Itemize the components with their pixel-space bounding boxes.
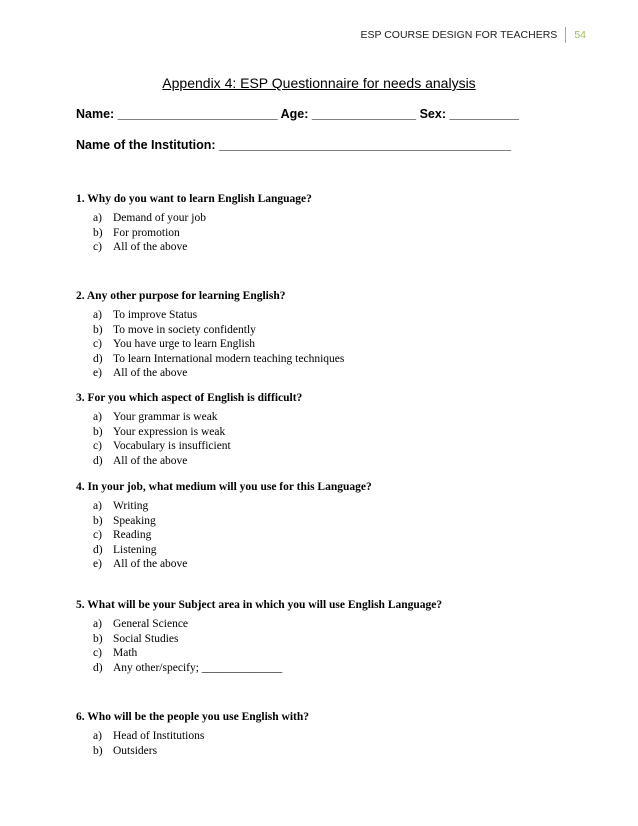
option-text: General Science [113,618,189,630]
option-item [76,632,442,647]
question-title: 5. What will be your Subject area in which you will use English Language? [76,599,443,611]
option-letter: c) [93,338,102,350]
option-item [76,439,302,454]
option-letter: d) [93,352,103,365]
option-item [76,211,312,226]
option-text: To improve Status [113,309,198,321]
option-list [76,410,302,468]
option-item [76,410,302,425]
header-divider [565,27,566,43]
option-text: Math [113,647,138,659]
document-title-text: Appendix 4: ESP Questionnaire for needs analysis [162,75,476,91]
option-item [76,308,344,323]
option-item [76,557,372,572]
option-letter: c) [93,241,102,253]
question-1 [76,193,312,255]
option-item [76,323,344,338]
option-item [76,617,442,632]
option-letter: e) [93,367,102,379]
option-text: Your grammar is weak [113,411,218,423]
option-list [76,308,344,381]
question-3 [76,392,302,468]
option-item [76,661,442,676]
option-text: Demand of your job [113,212,206,224]
option-letter: c) [93,440,102,452]
option-item [76,528,372,543]
option-item [76,454,302,469]
option-item [76,366,344,381]
option-letter: b) [93,514,103,527]
header-title: ESP COURSE DESIGN FOR TEACHERS [360,29,558,41]
option-text: All of the above [113,241,188,253]
option-letter: a) [93,618,102,630]
option-item [76,352,344,367]
option-letter: e) [93,558,102,570]
option-item [76,646,442,661]
option-letter: d) [93,543,103,556]
page-header [360,27,586,43]
option-text: Head of Institutions [113,730,205,742]
option-letter: a) [93,411,102,423]
name-age-sex-line: Name: _______________________ Age: _______________ Sex: __________ [76,107,519,121]
option-letter: d) [93,454,103,467]
option-item [76,337,344,352]
option-letter: a) [93,730,102,742]
option-text: Outsiders [113,744,158,757]
question-2 [76,290,344,381]
option-item [76,226,312,241]
option-letter: a) [93,212,102,224]
option-item [76,499,372,514]
question-4 [76,481,372,572]
option-item [76,514,372,529]
option-text: Social Studies [113,632,179,645]
option-text: To learn International modern teaching techniques [113,352,345,365]
option-list [76,211,312,255]
option-list [76,617,442,675]
option-list [76,499,372,572]
option-text: Your expression is weak [113,425,226,438]
question-5 [76,599,442,675]
option-text: Vocabulary is insufficient [113,440,231,452]
option-letter: b) [93,226,103,239]
option-letter: b) [93,744,103,757]
question-title: 1. Why do you want to learn English Language? [76,193,312,205]
option-letter: c) [93,647,102,659]
option-letter: b) [93,323,103,336]
option-letter: d) [93,661,103,674]
option-text: Any other/specify; ______________ [113,661,283,674]
option-text: All of the above [113,367,188,379]
option-text: Speaking [113,514,156,527]
option-letter: c) [93,529,102,541]
option-list [76,729,309,758]
question-title: 2. Any other purpose for learning English? [76,290,286,302]
option-text: All of the above [113,454,188,467]
institution-line: Name of the Institution: __________________________________________ [76,138,512,152]
option-text: You have urge to learn English [113,338,256,350]
option-item [76,543,372,558]
option-text: To move in society confidently [113,323,256,336]
question-title: 6. Who will be the people you use English with? [76,711,310,723]
option-letter: b) [93,632,103,645]
option-letter: b) [93,425,103,438]
question-6 [76,711,309,758]
option-text: For promotion [113,226,180,239]
option-text: Listening [113,543,157,556]
option-text: All of the above [113,558,188,570]
option-letter: a) [93,309,102,321]
option-text: Writing [113,500,149,512]
option-item [76,425,302,440]
question-title: 3. For you which aspect of English is difficult? [76,392,303,404]
question-title: 4. In your job, what medium will you use for this Language? [76,481,372,493]
option-item [76,240,312,255]
option-item [76,729,309,744]
page-number: 54 [574,29,586,41]
option-letter: a) [93,500,102,512]
document-title [0,75,638,91]
option-item [76,744,309,759]
option-text: Reading [113,529,152,541]
